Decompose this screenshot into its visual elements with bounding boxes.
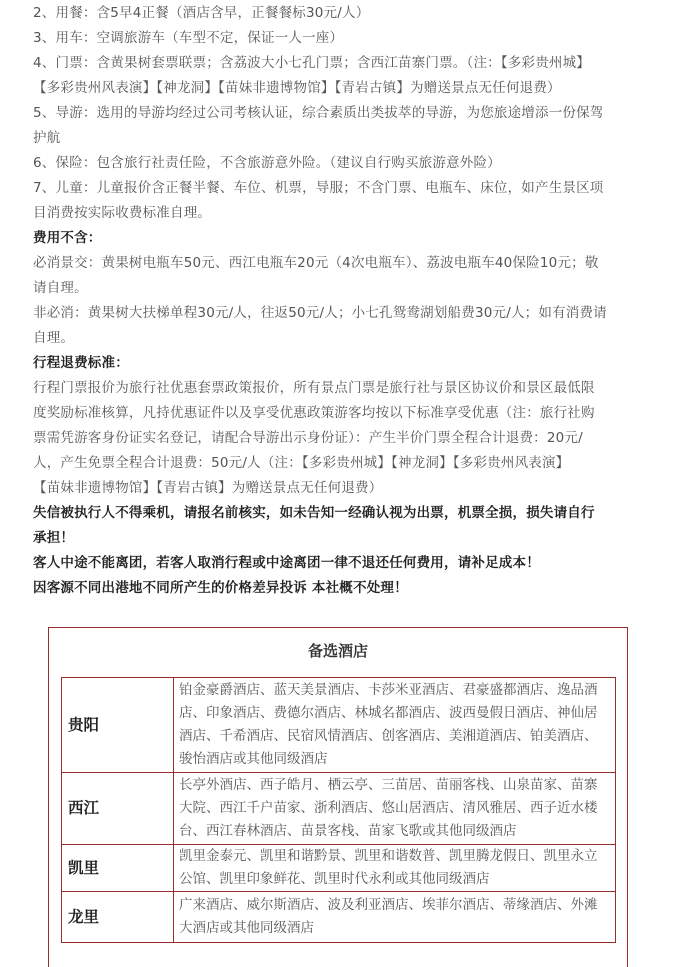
hotel-table [61, 677, 616, 943]
section-heading: 费用不含： [33, 230, 102, 246]
text-line: 请自理。 [33, 280, 88, 296]
hotel-table-title: 备选酒店 [307, 642, 368, 660]
table-row [62, 773, 616, 845]
city-cell: 龙里 [62, 892, 174, 943]
text-line: 目消费按实际收费标准自理。 [33, 205, 212, 221]
notice-line: 失信被执行人不得乘机，请报名前核实，如未告知一经确认视为出票，机票全损，损失请自行 [33, 505, 595, 521]
section-heading: 行程退费标准： [33, 355, 129, 371]
text-line: 护航 [33, 130, 61, 146]
hotels-cell: 铂金豪爵酒店、蓝天美景酒店、卡莎米亚酒店、君豪盛都酒店、逸品酒店、印象酒店、费德尔酒店、林城名都酒店、波西曼假日酒店、神仙居酒店、千希酒店、民宿风情酒店、创客酒店、美湘道酒店、铂美酒店、骏怡酒店或其他同级酒店 [174, 678, 616, 773]
text-line: 4、门票：含黄果树套票联票；含荔波大小七孔门票；含西江苗寨门票。（注：【多彩贵州城】 [33, 55, 590, 71]
table-row [62, 678, 616, 773]
text-line: 人，产生免票全程合计退费：50元/人（注：【多彩贵州城】【神龙洞】【多彩贵州风表演】 [33, 455, 570, 471]
text-line: 度奖励标准核算，凡持优惠证件以及享受优惠政策游客均按以下标准享受优惠（注：旅行社购 [33, 405, 595, 421]
hotels-cell: 凯里金泰元、凯里和谐黔景、凯里和谐数普、凯里腾龙假日、凯里永立公馆、凯里印象鲜花、凯里时代永利或其他同级酒店 [174, 845, 616, 892]
text-line: 7、儿童：儿童报价含正餐半餐、车位、机票，导服；不含门票、电瓶车、床位，如产生景区项 [33, 180, 604, 196]
hotel-table-panel [48, 627, 628, 967]
notice-line: 客人中途不能离团，若客人取消行程或中途离团一律不退还任何费用，请补足成本！ [33, 555, 540, 571]
text-line: 3、用车：空调旅游车（车型不定，保证一人一座） [33, 30, 344, 46]
table-row [62, 892, 616, 943]
text-line: 非必消：黄果树大扶梯单程30元/人，往返50元/人；小七孔鸳鸯湖划船费30元/人；如有消费请 [33, 305, 607, 321]
text-line: 【多彩贵州风表演】【神龙洞】【苗妹非遗博物馆】【青岩古镇】为赠送景点无任何退费） [33, 80, 561, 96]
text-line: 票需凭游客身份证实名登记，请配合导游出示身份证）：产生半价门票全程合计退费：20元/ [33, 430, 583, 446]
city-cell: 凯里 [62, 845, 174, 892]
text-line: 必消景交：黄果树电瓶车50元、西江电瓶车20元（4次电瓶车）、荔波电瓶车40保险10元；敬 [33, 255, 599, 271]
city-cell: 西江 [62, 773, 174, 845]
notice-line: 承担！ [33, 530, 75, 546]
city-cell: 贵阳 [62, 678, 174, 773]
table-row [62, 845, 616, 892]
text-line: 行程门票报价为旅行社优惠套票政策报价，所有景点门票是旅行社与景区协议价和景区最低限 [33, 380, 595, 396]
text-line: 自理。 [33, 330, 75, 346]
text-line: 【苗妹非遗博物馆】【青岩古镇】为赠送景点无任何退费） [33, 480, 383, 496]
text-line: 5、导游：选用的导游均经过公司考核认证，综合素质出类拔萃的导游，为您旅途增添一份保驾 [33, 105, 604, 121]
hotels-cell: 长亭外酒店、西子皓月、栖云亭、三苗居、苗丽客栈、山泉苗家、苗寨大院、西江千户苗家、浙利酒店、悠山居酒店、清风雅居、西子近水楼台、西江春林酒店、苗景客栈、苗家飞歌或其他同级酒店 [174, 773, 616, 845]
hotels-cell: 广来酒店、威尔斯酒店、波及利亚酒店、埃菲尔酒店、蒂缘酒店、外滩大酒店或其他同级酒店 [174, 892, 616, 943]
text-line: 6、保险：包含旅行社责任险，不含旅游意外险。（建议自行购买旅游意外险） [33, 155, 501, 171]
text-line: 2、用餐：含5早4正餐（酒店含早，正餐餐标30元/人） [33, 5, 370, 21]
notice-line: 因客源不同出港地不同所产生的价格差异投诉 本社概不处理！ [33, 580, 408, 596]
